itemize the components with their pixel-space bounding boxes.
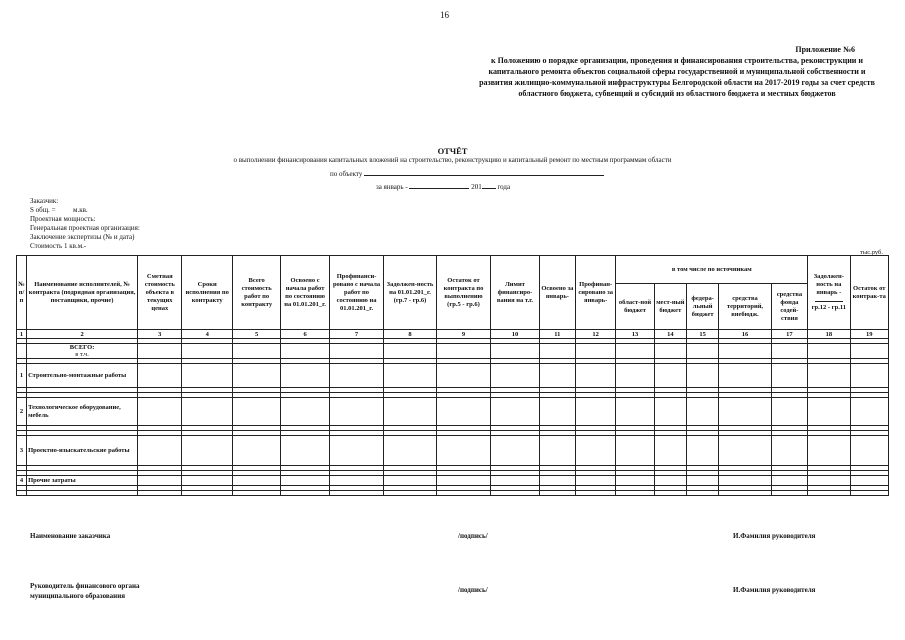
header-sources-group: в том числе по источникам [616,256,808,284]
column-numbers-row [17,330,889,339]
expertise-label: Заключение экспертизы (№ и дата) [30,233,135,241]
col-number: 15 [686,330,718,339]
designer-label: Генеральная проектная организация: [30,224,140,232]
row-name: Проектно-изыскательские работы [27,436,138,466]
header-federal-budget: федера-льный бюджет [686,284,718,330]
col-number: 6 [281,330,329,339]
period-year: 201 [471,183,482,191]
col-number: 10 [491,330,539,339]
col-number: 3 [138,330,182,339]
object-line [330,168,604,178]
cost-label: Стоимость 1 кв.м.- [30,242,87,250]
header-financed: Профинанси-ровано с начала работ по состоянию на 01.01.201_г. [329,256,383,330]
row-number: 2 [17,398,27,426]
row-name: Технологическое оборудование, мебель [27,398,138,426]
header-financed-jan: Профинан-сировано за январь- [576,256,616,330]
header-mastered-jan: Освоено за январь- [539,256,575,330]
header-debt-jan [808,256,850,330]
object-blank [364,168,604,176]
header-debt: Задолжен-ность на 01.01.201_г. (гр.7 - гр.6) [384,256,436,330]
header-mastered: Освоено с начала работ по состоянию на 01.01.201_г. [281,256,329,330]
header-terms: Сроки исполнения по контракту [182,256,232,330]
period-blank [409,181,469,189]
col-number: 19 [850,330,889,339]
report-subtitle: о выполнении финансирования капитальных вложений на строительство, реконструкцию и капитальный ремонт по местным программам области [233,156,672,164]
header-debt-jan-formula: гр.12 - гр.11 [811,304,847,311]
header-num: № п/п [17,256,27,330]
report-title: ОТЧЁТ [437,146,468,156]
header-fund-assist: средства фонда содей-ствия [771,284,807,330]
signature-label: /подпись/ [458,532,488,540]
total-text: ВСЕГО: [69,344,95,351]
customer-label: Заказчик: [30,197,59,205]
row-number: 4 [17,476,27,486]
row-name: Строительно-монтажные работы [27,364,138,388]
capacity-label: Проектная мощность: [30,215,96,223]
col-number: 12 [576,330,616,339]
customer-name-label: Наименование заказчика [30,532,111,540]
area-label: S общ. = [30,206,56,214]
col-number: 8 [384,330,436,339]
total-label [27,344,138,359]
appendix-title: Приложение №6 [795,45,855,54]
col-number: 13 [616,330,654,339]
header-estimate: Сметная стоимость объекта в текущих ценах [138,256,182,330]
row-number: 3 [17,436,27,466]
table-row [17,364,889,388]
header-name: Наименование исполнителей, № контракта (подрядная организация, поставщики, прочие) [27,256,138,330]
appendix-text: к Положению о порядке организации, проведения и финансирования строительства, реконструкции и капитального ремонта объектов социальной сферы государственной и муниципальной собственности и развития жилищно-коммунальной инфраструктуры Белгородской области на 2017-2019 годы за счет средств областного бюджета, субвенций и субсидий из областного бюджета и местных бюджетов [479,56,875,98]
year-blank [482,181,496,189]
col-number: 4 [182,330,232,339]
header-regional-budget: област-ной бюджет [616,284,654,330]
head-name-label: И.Фамилия руководителя [733,586,816,594]
col-number: 2 [27,330,138,339]
col-number: 11 [539,330,575,339]
col-number: 14 [654,330,686,339]
header-local-budget: мест-ный бюджет [654,284,686,330]
table-row [17,476,889,486]
header-remainder: Остаток от контракта по выполнению (гр.5 - гр.6) [436,256,490,330]
col-number: 18 [808,330,850,339]
col-number: 1 [17,330,27,339]
area-unit: м.кв. [73,206,88,214]
col-number: 5 [232,330,280,339]
unit-label: тыс.руб. [860,249,883,256]
table-row [17,436,889,466]
header-contract-remainder: Остаток от контрак-та [850,256,889,330]
table-row [17,398,889,426]
period-line [376,181,510,191]
signature-label: /подпись/ [458,586,488,594]
row-number: 1 [17,364,27,388]
col-number: 16 [719,330,771,339]
header-total-cost: Всего стоимость работ по контракту [232,256,280,330]
col-number: 17 [771,330,807,339]
appendix-block [477,44,877,99]
header-limit: Лимит финансиро-вания на т.г. [491,256,539,330]
period-suffix: года [497,183,511,191]
head-name-label: И.Фамилия руководителя [733,532,816,540]
finance-head-label: Руководитель финансового органа муниципального образования [30,582,140,600]
header-territory-funds: средства территорий, внебюдж. [719,284,771,330]
period-prefix: за январь - [376,183,408,191]
including-text: в т.ч. [75,351,89,358]
object-label: по объекту [330,170,363,178]
page-number: 16 [440,10,449,20]
header-debt-jan-top: Задолжен-ность на январь - [813,273,844,296]
report-table [16,255,889,496]
col-number: 9 [436,330,490,339]
meta-block [30,197,140,251]
row-name: Прочие затраты [27,476,138,486]
col-number: 7 [329,330,383,339]
table-row [17,344,889,359]
area-line [30,206,140,215]
